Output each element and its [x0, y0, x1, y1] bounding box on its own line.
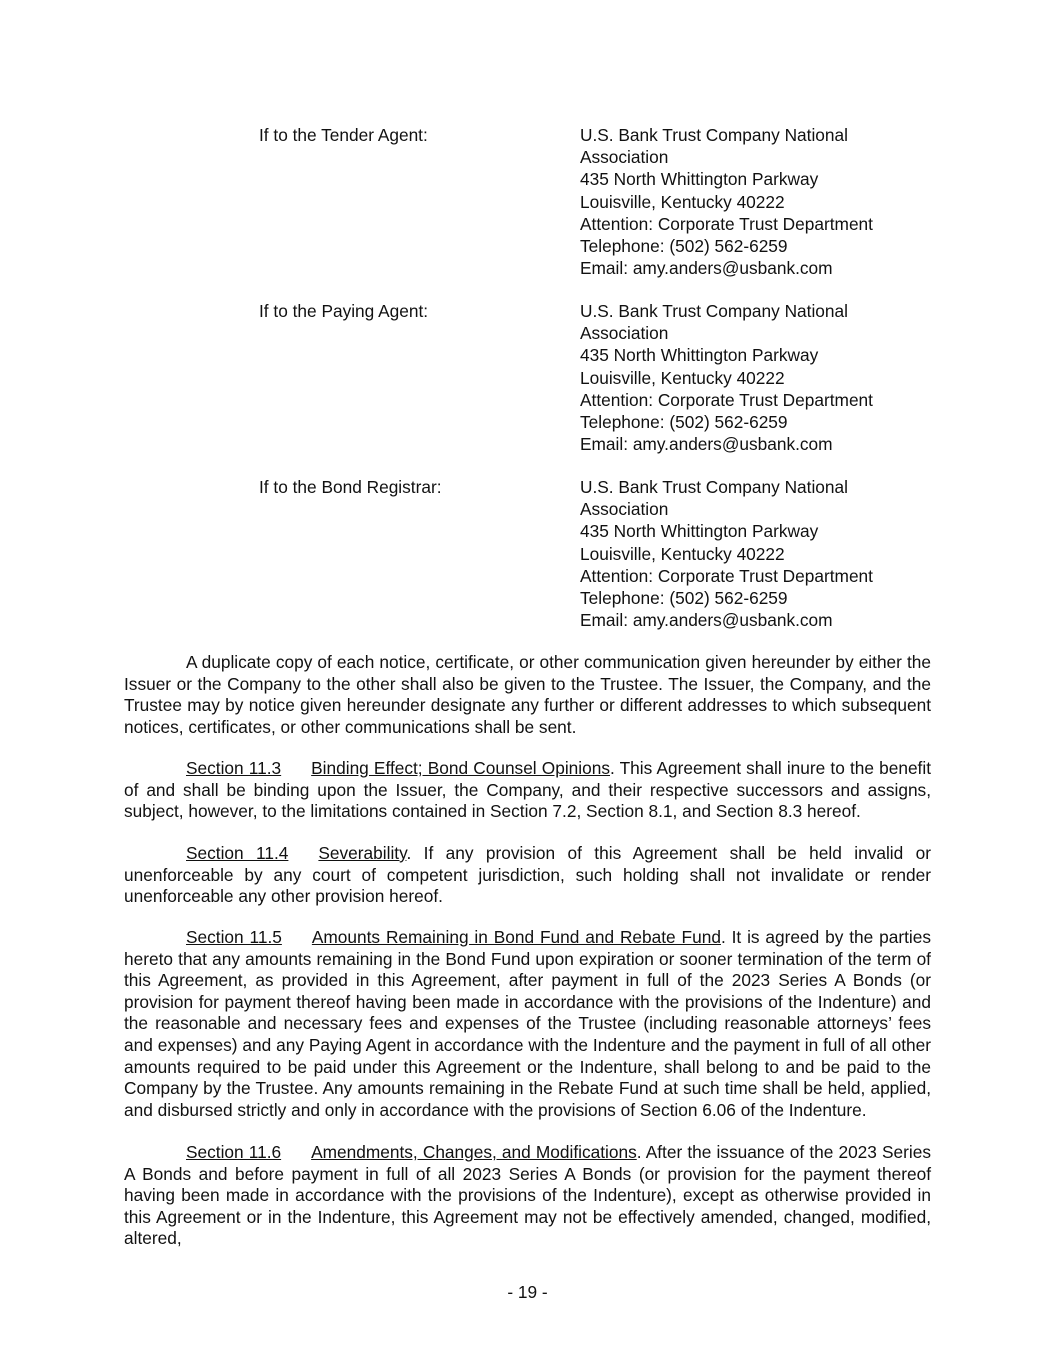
address-line: Email: amy.anders@usbank.com	[580, 434, 833, 455]
section-title: Amendments, Changes, and Modifications	[311, 1142, 637, 1162]
section-number: Section 11.4	[186, 843, 289, 863]
address-lines	[580, 476, 873, 631]
address-line: U.S. Bank Trust Company National	[580, 477, 848, 497]
section-11-5	[124, 927, 931, 1121]
address-line: Attention: Corporate Trust Department	[580, 565, 873, 586]
address-line: Attention: Corporate Trust Department	[580, 389, 873, 410]
address-line: Association	[580, 147, 669, 168]
section-number: Section 11.3	[186, 758, 282, 778]
section-body: . If any provision of this Agreement shall be held invalid or unenforceable by any court of competent jurisdiction, such holding shall not invalidate or render unenforceable any other provision hereof.	[124, 843, 932, 907]
address-line: Email: amy.anders@usbank.com	[580, 610, 833, 631]
address-label: If to the Bond Registrar:	[259, 477, 442, 497]
address-line: 435 North Whittington Parkway	[580, 521, 819, 542]
section-11-4	[124, 843, 931, 908]
address-line: Attention: Corporate Trust Department	[580, 213, 873, 234]
section-body: . This Agreement shall inure to the benefit of and shall be binding upon the Issuer, the Company, and their respective successors and assigns, subject, however, to the limitations contained in Section 7.2, Section 8.1, and Section 8.3 hereof.	[124, 758, 931, 822]
address-line: 435 North Whittington Parkway	[580, 169, 819, 190]
paragraph-text: A duplicate copy of each notice, certificate, or other communication given hereunder by either the Issuer or the Company to the other shall also be given to the Trustee. The Issuer, the Company, and the Trustee may by notice given hereunder designate any further or different addresses to which subsequent notices, certificates, or other communications shall be sent.	[124, 652, 931, 737]
address-line: U.S. Bank Trust Company National	[580, 301, 848, 321]
section-body: . After the issuance of the 2023 Series A Bonds and before payment in full of all 2023 Series A Bonds (or provision for the payment thereof having been made in accordance with the provisions of the Indenture), except as otherwise provided in this Agreement or in the Indenture, this Agreement may not be effectively amended, changed, modified, altered,	[124, 1142, 931, 1249]
address-label: If to the Paying Agent:	[259, 301, 429, 321]
address-lines	[580, 124, 873, 279]
duplicate-copy-paragraph	[124, 652, 931, 738]
address-line: U.S. Bank Trust Company National	[580, 125, 848, 145]
address-line: Association	[580, 499, 669, 520]
address-line: Louisville, Kentucky 40222	[580, 191, 785, 212]
section-number: Section 11.6	[186, 1142, 282, 1162]
address-line: 435 North Whittington Parkway	[580, 345, 819, 366]
section-title: Binding Effect; Bond Counsel Opinions	[311, 758, 610, 778]
address-line: Louisville, Kentucky 40222	[580, 543, 785, 564]
address-line: Email: amy.anders@usbank.com	[580, 258, 833, 279]
address-line: Telephone: (502) 562-6259	[580, 235, 788, 256]
address-line: Association	[580, 323, 669, 344]
address-line: Telephone: (502) 562-6259	[580, 411, 788, 432]
address-lines	[580, 300, 873, 455]
address-line: Louisville, Kentucky 40222	[580, 367, 785, 388]
section-11-3	[124, 758, 931, 823]
section-number: Section 11.5	[186, 927, 282, 947]
section-title: Severability	[318, 843, 407, 863]
address-label: If to the Tender Agent:	[259, 125, 428, 145]
page-number: - 19 -	[507, 1282, 548, 1302]
section-11-6	[124, 1142, 931, 1250]
section-body: . It is agreed by the parties hereto that any amounts remaining in the Bond Fund upon expiration or sooner termination of the term of this Agreement, as provided in this Agreement, after payment in full of the 2023 Series A Bonds (or provision for payment thereof having been made in accordance with the provisions of the Indenture) and the reasonable and necessary fees and expenses of the Trustee (including reasonable attorneys’ fees and expenses) and any Paying Agent in accordance with the Indenture and the payment in full of all other amounts required to be paid under this Agreement or the Indenture, shall belong to and be paid to the Company by the Trustee. Any amounts remaining in the Rebate Fund at such time shall be held, applied, and disbursed strictly and only in accordance with the provisions of Section 6.06 of the Indenture.	[124, 927, 932, 1120]
address-line: Telephone: (502) 562-6259	[580, 587, 788, 608]
section-title: Amounts Remaining in Bond Fund and Rebate Fund	[311, 927, 721, 947]
